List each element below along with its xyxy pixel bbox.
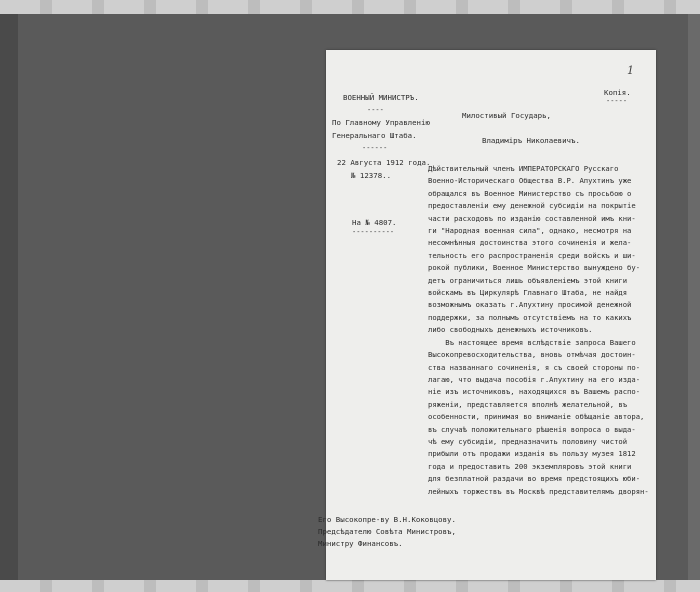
reference-rule: ----------: [352, 228, 395, 236]
body-line: тельность его распространенiя среди войскъ и ши-: [428, 250, 636, 260]
letter-body: [428, 163, 650, 498]
body-line: предоставленiи ему денежной субсидiи на покрытiе: [428, 201, 636, 211]
department-line-2: Генеральнаго Штаба.: [332, 131, 417, 140]
body-line: обращался въ Военное Министерство съ просьбою о: [428, 188, 632, 198]
body-line: Высокопревосходительства, вновь отмѣчая достоин-: [428, 350, 636, 360]
ministry-heading: ВОЕННЫЙ МИНИСТРЪ.: [343, 93, 419, 102]
addressee-line-2: Предсѣдателю Совѣта Министровъ,: [318, 527, 456, 536]
copy-label: Копiя.: [604, 88, 631, 97]
addressee-line-1: Его Высокопре-ву В.Н.Коковцову.: [318, 515, 456, 524]
film-edge-top: [0, 0, 700, 14]
body-line: въ случаѣ положительнаго рѣшенiя вопроса о выда-: [428, 424, 636, 434]
body-line: особенности, принимая во вниманiе обѣщанiе автора,: [428, 412, 645, 422]
body-line: Дѣйствительный членъ ИМПЕРАТОРСКАГО Русскаго: [428, 164, 619, 173]
body-line: поддержки, за полнымъ отсутствiемъ на то какихъ: [428, 312, 632, 322]
department-line-1: По Главному Управленiю: [332, 118, 430, 127]
body-line: части расходовъ по изданiю составленной имъ кни-: [428, 213, 636, 223]
body-line: прибыли отъ продажи изданiя въ пользу музея 1812: [428, 449, 636, 459]
film-edge-bottom: [0, 580, 700, 592]
body-line: Военно-Историческаго Общества В.Р. Апухтинъ уже: [428, 176, 632, 186]
body-line: возможнымъ оказать г.Апухтину просимой денежной: [428, 300, 632, 310]
body-line: детъ ограничиться лишь объявленiемъ этой книги: [428, 275, 628, 285]
body-line: для безплатной раздачи во время предстоящихъ юби-: [428, 474, 641, 484]
film-edge-right: [688, 14, 700, 580]
salutation-line-2: Владимiръ Николаевичъ.: [482, 136, 580, 145]
body-line: ряженiи, представляется вполнѣ желательной, въ: [428, 399, 628, 409]
document-date: 22 Августа 1912 года.: [337, 158, 431, 167]
page-number: 1: [627, 64, 634, 77]
body-line: Въ настоящее время вслѣдствiе запроса Вашего: [428, 337, 636, 347]
addressee-line-3: Министру Финансовъ.: [318, 539, 403, 548]
body-line: несомнѣнныя достоинства этого сочиненiя и жела-: [428, 238, 632, 248]
body-line: войскамъ въ Циркулярѣ Главнаго Штаба, не найдя: [428, 288, 628, 298]
ministry-rule: ----: [367, 106, 384, 114]
body-line: ства названнаго сочиненiя, я съ своей стороны по-: [428, 362, 641, 372]
body-line: ги "Народная военная сила", однако, несмотря на: [428, 226, 632, 236]
document-number: № 12378..: [351, 171, 392, 180]
salutation-line-1: Милостивый Государь,: [462, 111, 551, 120]
body-line: либо свободныхъ денежныхъ источниковъ.: [428, 325, 593, 335]
body-line: года и предоставить 200 экземпляровъ этой книги: [428, 461, 632, 471]
body-line: лейныхъ торжествъ въ Москвѣ представителямъ дворян-: [428, 486, 649, 496]
body-line: нiе изъ источниковъ, находящихся въ Вашемъ распо-: [428, 387, 641, 397]
body-line: рокой публики, Военное Министерство вынуждено бу-: [428, 263, 641, 273]
film-edge-left: [0, 14, 18, 580]
body-line: лагаю, что выдача пособiя г.Апухтину на его изда-: [428, 374, 641, 384]
reference-number: На № 4807.: [352, 218, 397, 227]
copy-rule: -----: [606, 97, 628, 105]
body-line: чѣ ему субсидiи, предназначить половину чистой: [428, 436, 628, 446]
department-rule: ------: [362, 144, 388, 152]
